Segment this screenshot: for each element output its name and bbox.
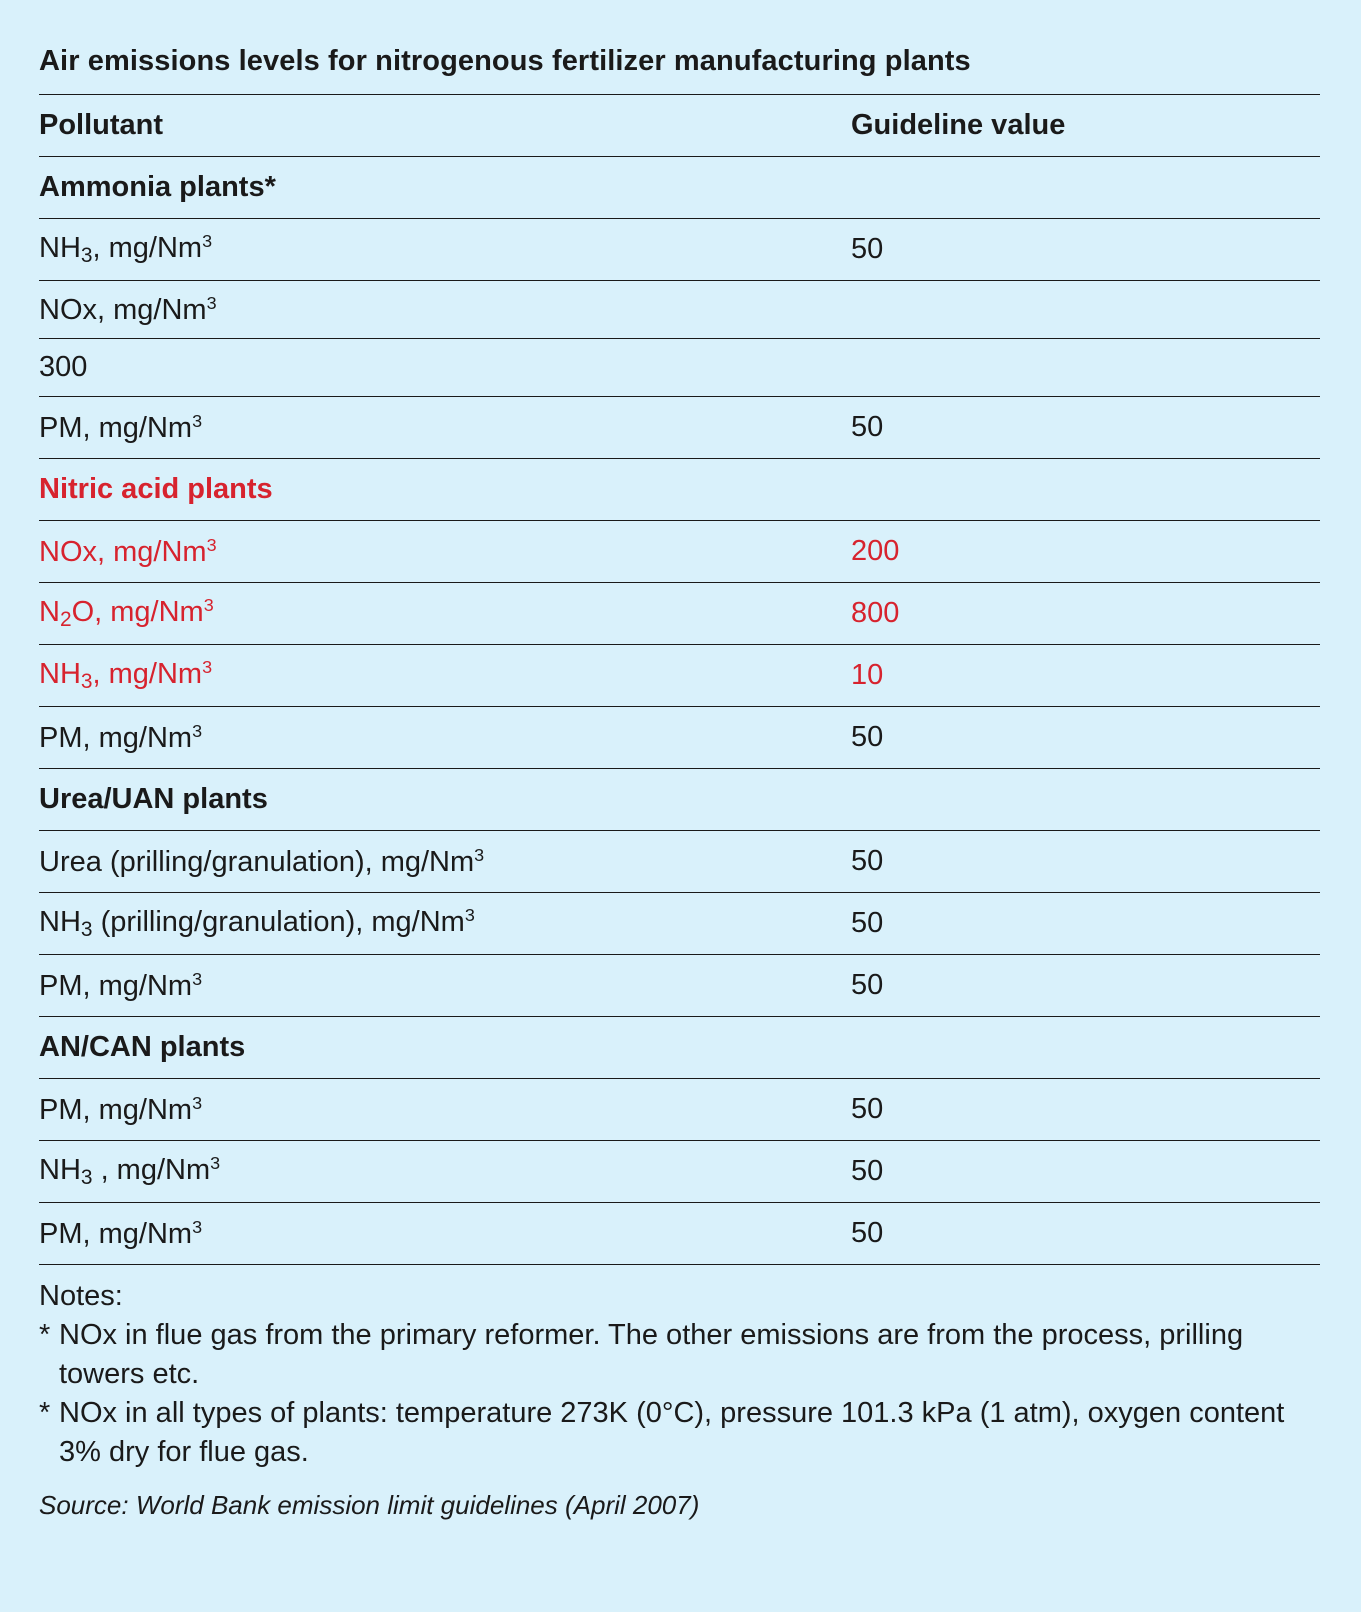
note-marker: * (39, 1319, 51, 1351)
source-citation: Source: World Bank emission limit guidelines (April 2007) (39, 1490, 700, 1520)
table-row (39, 707, 1320, 769)
section-label: AN/CAN plants (39, 1017, 851, 1079)
guideline-value-cell (851, 769, 1320, 831)
pollutant-cell: $NH_3$ (prilling/granulation), mg/Nm$^3$ (39, 893, 851, 955)
guideline-value-cell: 50 (851, 1079, 1320, 1141)
notes (39, 1277, 1320, 1472)
guideline-value-cell (851, 157, 1320, 219)
guideline-value-cell: 50 (851, 707, 1320, 769)
notes-heading: Notes: (39, 1280, 123, 1312)
note-marker: * (39, 1397, 51, 1429)
emissions-table (39, 94, 1320, 1265)
pollutant-cell: $NH_3$ , mg/Nm$^3$ (39, 1141, 851, 1203)
note-item (39, 1316, 1320, 1394)
note-text: NOx in all types of plants: temperature 273K (0°C), pressure 101.3 kPa (1 atm), oxygen content 3% dry for flue gas. (59, 1397, 1285, 1468)
table-row (39, 521, 1320, 583)
header-guideline-value: Guideline value (851, 95, 1320, 157)
pollutant-cell: NOx, mg/Nm$^3$ (39, 521, 851, 583)
pollutant-cell: PM, mg/Nm$^3$ (39, 1203, 851, 1265)
table-row (39, 281, 1320, 339)
pollutant-cell: PM, mg/Nm$^3$ (39, 397, 851, 459)
guideline-value-cell: 50 (851, 955, 1320, 1017)
guideline-value-cell (851, 1017, 1320, 1079)
table-row (39, 1203, 1320, 1265)
table-row (39, 645, 1320, 707)
emissions-panel (39, 0, 1320, 1521)
guideline-value-cell: 50 (851, 1141, 1320, 1203)
guideline-value-cell: 50 (851, 831, 1320, 893)
guideline-value-cell (851, 459, 1320, 521)
table-row (39, 1141, 1320, 1203)
pollutant-cell: Urea (prilling/granulation), mg/Nm$^3$ (39, 831, 851, 893)
section-row (39, 1017, 1320, 1079)
pollutant-cell: $NH_3$, mg/Nm$^3$ (39, 219, 851, 281)
pollutant-cell: 300 (39, 339, 851, 397)
section-label: Nitric acid plants (39, 459, 851, 521)
table-row (39, 583, 1320, 645)
table-row (39, 893, 1320, 955)
pollutant-cell: $NH_3$, mg/Nm$^3$ (39, 645, 851, 707)
section-row (39, 459, 1320, 521)
guideline-value-cell (851, 281, 1320, 339)
table-header-row (39, 95, 1320, 157)
pollutant-cell: PM, mg/Nm$^3$ (39, 955, 851, 1017)
pollutant-cell: NOx, mg/Nm$^3$ (39, 281, 851, 339)
table-body (39, 95, 1320, 1265)
table-row (39, 955, 1320, 1017)
guideline-value-cell: 50 (851, 893, 1320, 955)
table-row (39, 1079, 1320, 1141)
guideline-value-cell: 50 (851, 397, 1320, 459)
pollutant-cell: PM, mg/Nm$^3$ (39, 707, 851, 769)
table-row (39, 397, 1320, 459)
table-row (39, 219, 1320, 281)
section-label: Ammonia plants* (39, 157, 851, 219)
section-label: Urea/UAN plants (39, 769, 851, 831)
note-text: NOx in flue gas from the primary reformer. The other emissions are from the process, prilling towers etc. (59, 1319, 1244, 1390)
table-row (39, 831, 1320, 893)
guideline-value-cell (851, 339, 1320, 397)
pollutant-cell: $N_2O$, mg/Nm$^3$ (39, 583, 851, 645)
guideline-value-cell: 800 (851, 583, 1320, 645)
guideline-value-cell: 50 (851, 219, 1320, 281)
pollutant-cell: PM, mg/Nm$^3$ (39, 1079, 851, 1141)
section-row (39, 157, 1320, 219)
table-row (39, 339, 1320, 397)
guideline-value-cell: 10 (851, 645, 1320, 707)
header-pollutant: Pollutant (39, 95, 851, 157)
guideline-value-cell: 50 (851, 1203, 1320, 1265)
guideline-value-cell: 200 (851, 521, 1320, 583)
note-item (39, 1394, 1320, 1472)
section-row (39, 769, 1320, 831)
table-title: Air emissions levels for nitrogenous fertilizer manufacturing plants (39, 45, 971, 77)
